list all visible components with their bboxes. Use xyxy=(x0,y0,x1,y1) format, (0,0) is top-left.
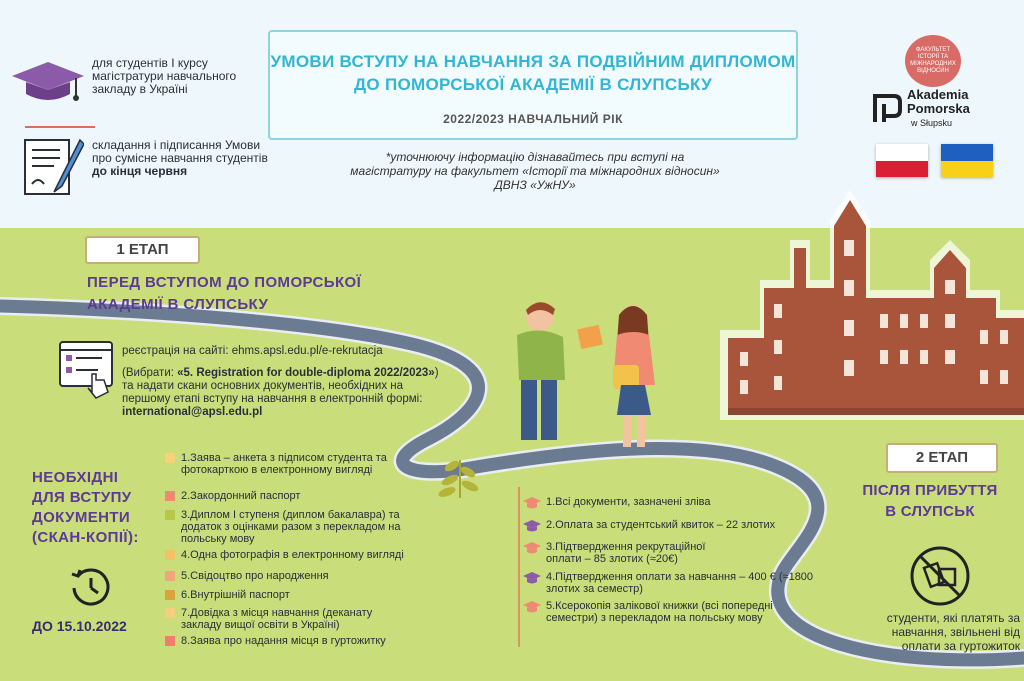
graduation-cap-icon xyxy=(522,519,542,533)
graduation-cap-icon xyxy=(522,541,542,555)
item-text: 3.Підтвердження рекрутаційної оплати – 85 злотих (≈20€) xyxy=(546,541,706,565)
item-text: 1.Всі документи, зазначені зліва xyxy=(546,496,711,508)
list-item xyxy=(522,541,732,565)
choose-option: «5. Registration for double-diploma 2022/2023» xyxy=(177,367,435,379)
list-item xyxy=(522,496,822,510)
list-item xyxy=(165,452,435,476)
stage-2-title-line-1: ПІСЛЯ ПРИБУТТЯ xyxy=(862,482,998,499)
item-text: 4.Одна фотографія в електронному вигляді xyxy=(181,549,404,561)
list-item xyxy=(165,549,450,561)
no-dormitory-fee-icon xyxy=(907,545,973,607)
documents-deadline: ДО 15.10.2022 xyxy=(32,618,127,634)
item-text: 2.Оплата за студентський квиток – 22 злотих xyxy=(546,519,776,531)
item-marker xyxy=(165,453,175,463)
academy-logo-text xyxy=(907,88,970,116)
item-text: 5.Ксерокопія залікової книжки (всі попередні семестри) з перекладом на польську мову xyxy=(546,600,773,624)
document-signing-icon xyxy=(22,134,84,198)
online-form-icon xyxy=(58,340,116,400)
list-item xyxy=(165,607,405,631)
item-text: 8.Заява про надання місця в гуртожитку xyxy=(181,635,386,647)
dormitory-note: студенти, які платять за навчання, звільнені від оплати за гуртожиток xyxy=(886,611,1020,653)
arrival-list xyxy=(522,0,832,681)
choose-prefix: (Вибрати: xyxy=(122,367,178,379)
logo-name-line-2: Pomorska xyxy=(907,101,970,116)
list-item xyxy=(522,571,822,595)
academic-year: 2022/2023 НАВЧАЛЬНИЙ РІК xyxy=(443,112,623,126)
stage-1-title-line-2: АКАДЕМІЇ В СЛУПСЬКУ xyxy=(87,296,269,313)
item-text: 6.Внутрішній паспорт xyxy=(181,589,290,601)
list-item xyxy=(522,519,822,533)
title-line-1: УМОВИ ВСТУПУ НА НАВЧАННЯ ЗА ПОДВІЙНИМ ДИПЛОМОМ xyxy=(270,52,796,71)
list-item xyxy=(165,509,435,545)
list-item xyxy=(165,570,435,582)
item-text: 7.Довідка з місця навчання (деканату закладу вищої освіти в Україні) xyxy=(181,607,373,631)
signing-text: складання і підписання Умови про сумісне навчання студентів xyxy=(92,138,268,165)
title-line-2: ДО ПОМОРСЬКОЇ АКАДЕМІЇ В СЛУПСЬКУ xyxy=(354,75,712,94)
contact-email: international@apsl.edu.pl xyxy=(122,406,263,418)
item-marker xyxy=(165,571,175,581)
stage-2-title xyxy=(850,480,1010,522)
documents-heading-line-4: (СКАН-КОПІЇ): xyxy=(32,529,139,546)
item-marker xyxy=(165,491,175,501)
item-text: 1.Заява – анкета з підписом студента та фотокарткою в електронному вигляді xyxy=(181,452,387,476)
stage-2-title-line-2: В СЛУПСЬК xyxy=(885,503,975,520)
clock-icon xyxy=(70,568,112,608)
info-note: *уточнюючу інформацію дізнавайтесь при вступі на магістратуру на факультет «Історії та міжнародних відносин» ДВНЗ «УжНУ» xyxy=(350,150,720,192)
akademia-logo-icon xyxy=(872,92,902,124)
registration-site: реєстрація на сайті: ehms.apsl.edu.pl/e-rekrutacja xyxy=(122,345,383,357)
choose-suffix: ) та надати скани основних документів, необхідних на першому етапі вступу на навчання в електронній формі: xyxy=(122,367,439,405)
item-text: 2.Закордонний паспорт xyxy=(181,490,301,502)
stage-1-title-line-1: ПЕРЕД ВСТУПОМ ДО ПОМОРСЬКОЇ xyxy=(87,274,362,291)
graduation-cap-icon xyxy=(10,60,86,106)
list-item xyxy=(165,490,435,502)
stage-2-badge: 2 ЕТАП xyxy=(886,443,998,473)
intro-divider xyxy=(25,126,95,128)
item-text: 3.Диплом І ступеня (диплом бакалавра) та додаток з оцінками разом з перекладом на польську мову xyxy=(181,509,401,545)
signing-deadline: до кінця червня xyxy=(92,164,188,178)
intro-students-text: для студентів І курсу магістратури навчального закладу в Україні xyxy=(92,56,237,96)
logo-name-line-1: Akademia xyxy=(907,87,969,102)
documents-list xyxy=(165,0,465,681)
list-item xyxy=(165,589,435,601)
graduation-cap-icon xyxy=(522,496,542,510)
logo-city: w Słupsku xyxy=(911,118,953,128)
item-text: 4.Підтвердження оплати за навчання – 400 € (≈1800 злотих за семестр) xyxy=(546,571,814,595)
list-item xyxy=(522,600,812,624)
graduation-cap-icon xyxy=(522,571,542,585)
list-item xyxy=(165,635,450,647)
item-marker xyxy=(165,608,175,618)
documents-heading xyxy=(32,468,162,548)
item-text: 5.Свідоцтво про народження xyxy=(181,570,329,582)
item-marker xyxy=(165,550,175,560)
documents-heading-line-2: ДЛЯ ВСТУПУ xyxy=(32,489,132,506)
faculty-badge: ФАКУЛЬТЕТ ІСТОРІЇ ТА МІЖНАРОДНИХ ВІДНОСИН xyxy=(905,35,961,87)
item-marker xyxy=(165,636,175,646)
ukraine-flag-icon xyxy=(941,144,993,177)
stage-1-badge: 1 ЕТАП xyxy=(85,236,200,264)
graduation-cap-icon xyxy=(522,600,542,614)
poland-flag-icon xyxy=(876,144,928,177)
documents-heading-line-3: ДОКУМЕНТИ xyxy=(32,509,131,526)
item-marker xyxy=(165,590,175,600)
item-marker xyxy=(165,510,175,520)
documents-heading-line-1: НЕОБХІДНІ xyxy=(32,469,119,486)
